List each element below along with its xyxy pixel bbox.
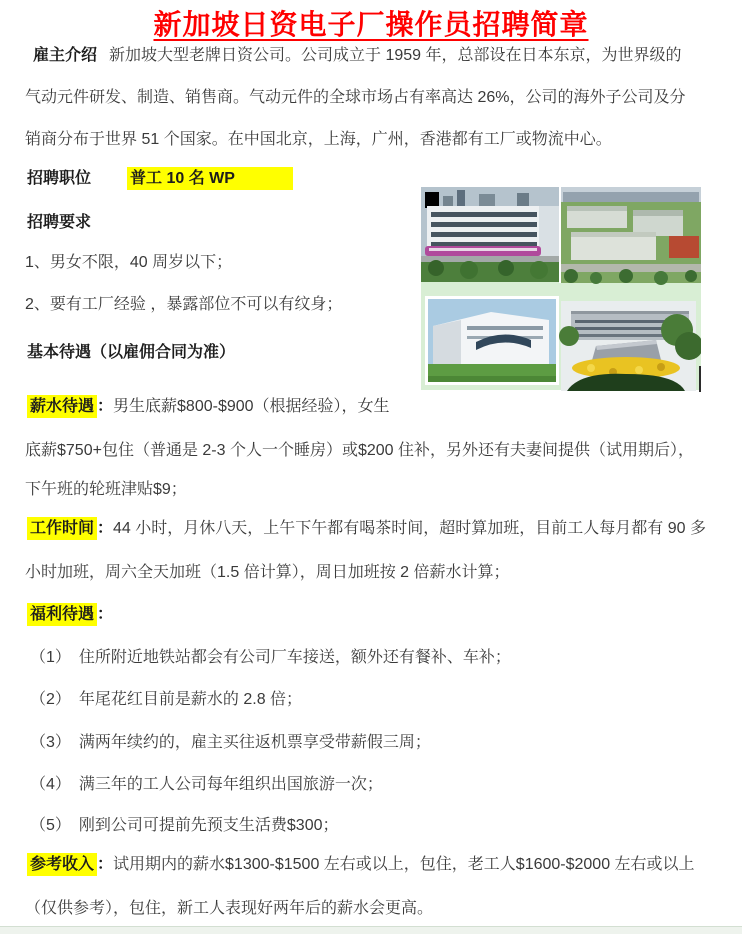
welfare-item-5: （5） 刚到公司可提前先预支生活费$300； [30,817,339,834]
worktime-text-1: 44 小时，月休八天，上午下午都有喝茶时间，超时算加班，目前工人每月都有 90 多 [113,520,706,537]
position-line [27,167,293,191]
salary-label-highlight: 薪水待遇 [27,395,97,418]
income-label-highlight: 参考收入 [27,853,97,876]
welfare-item-4: （4） 满三年的工人公司每年组织出国旅游一次； [30,776,383,793]
welfare-colon: ： [97,606,114,623]
factory-photos-collage [421,180,701,392]
requirements-heading: 招聘要求 [27,214,92,231]
salary-line-2: 底薪$750+包住（普通是 2-3 个人一个睡房）或$200 住补，另外还有夫妻间提供（试用期后）， [25,442,694,459]
income-line-1 [27,853,695,877]
worktime-line-2: 小时加班，周六全天加班（1.5 倍计算），周日加班按 2 倍薪水计算； [25,564,510,581]
welfare-item-1: （1） 住所附近地铁站都会有公司厂车接送，额外还有餐补、车补； [30,649,511,666]
intro-text-1: 新加坡大型老牌日资公司。公司成立于 1959 年，总部设在日本东京，为世界级的 [109,47,682,64]
factory-photo-bottom-right [559,301,701,391]
salary-colon: ： [97,398,114,415]
intro-line-2: 气动元件研发、制造、销售商。气动元件的全球市场占有率高达 26%，公司的海外子公司及分 [25,89,686,106]
factory-photo-top-right [561,187,701,285]
position-label: 招聘职位 [27,170,92,187]
welfare-item-2: （2） 年尾花红目前是薪水的 2.8 倍； [30,691,303,708]
photo-gap [559,187,561,283]
welfare-label-highlight: 福利待遇 [27,603,97,626]
welfare-heading-line [27,603,113,627]
factory-photo-bottom-left [425,296,559,385]
bottom-divider-bar [0,926,742,934]
factory-photo-top-left [421,187,559,282]
worktime-line-1 [27,517,706,541]
income-line-2: （仅供参考），包住，新工人表现好两年后的薪水会更高。 [25,900,434,917]
intro-line-1 [33,44,682,68]
basic-treatment-heading: 基本待遇（以雇佣合同为准） [27,344,236,361]
salary-text-1: 男生底薪$800-$900（根据经验），女生 [113,398,390,415]
text-cursor-mark [699,366,701,392]
requirement-item-1: 1、男女不限，40 周岁以下； [25,254,233,271]
welfare-item-3: （3） 满两年续约的，雇主买往返机票享受带薪假三周； [30,734,431,751]
worktime-colon: ： [97,520,114,537]
page-title: 新加坡日资电子厂操作员招聘简章 [153,9,589,40]
income-text-1: 试用期内的薪水$1300-$1500 左右或以上，包住，老工人$1600-$2000 左右或以上 [113,856,695,873]
intro-line-3: 销商分布于世界 51 个国家。在中国北京，上海，广州，香港都有工厂或物流中心。 [25,131,612,148]
intro-label: 雇主介绍 [33,47,98,64]
salary-line-3: 下午班的轮班津贴$9； [25,481,187,498]
salary-line-1 [27,395,390,419]
factory-photos-image [421,180,701,392]
income-colon: ： [97,856,114,873]
position-value-highlight: 普工 10 名 WP [127,167,293,190]
requirement-item-2: 2、要有工厂经验 ，暴露部位不可以有纹身； [25,296,343,313]
worktime-label-highlight: 工作时间 [27,517,97,540]
